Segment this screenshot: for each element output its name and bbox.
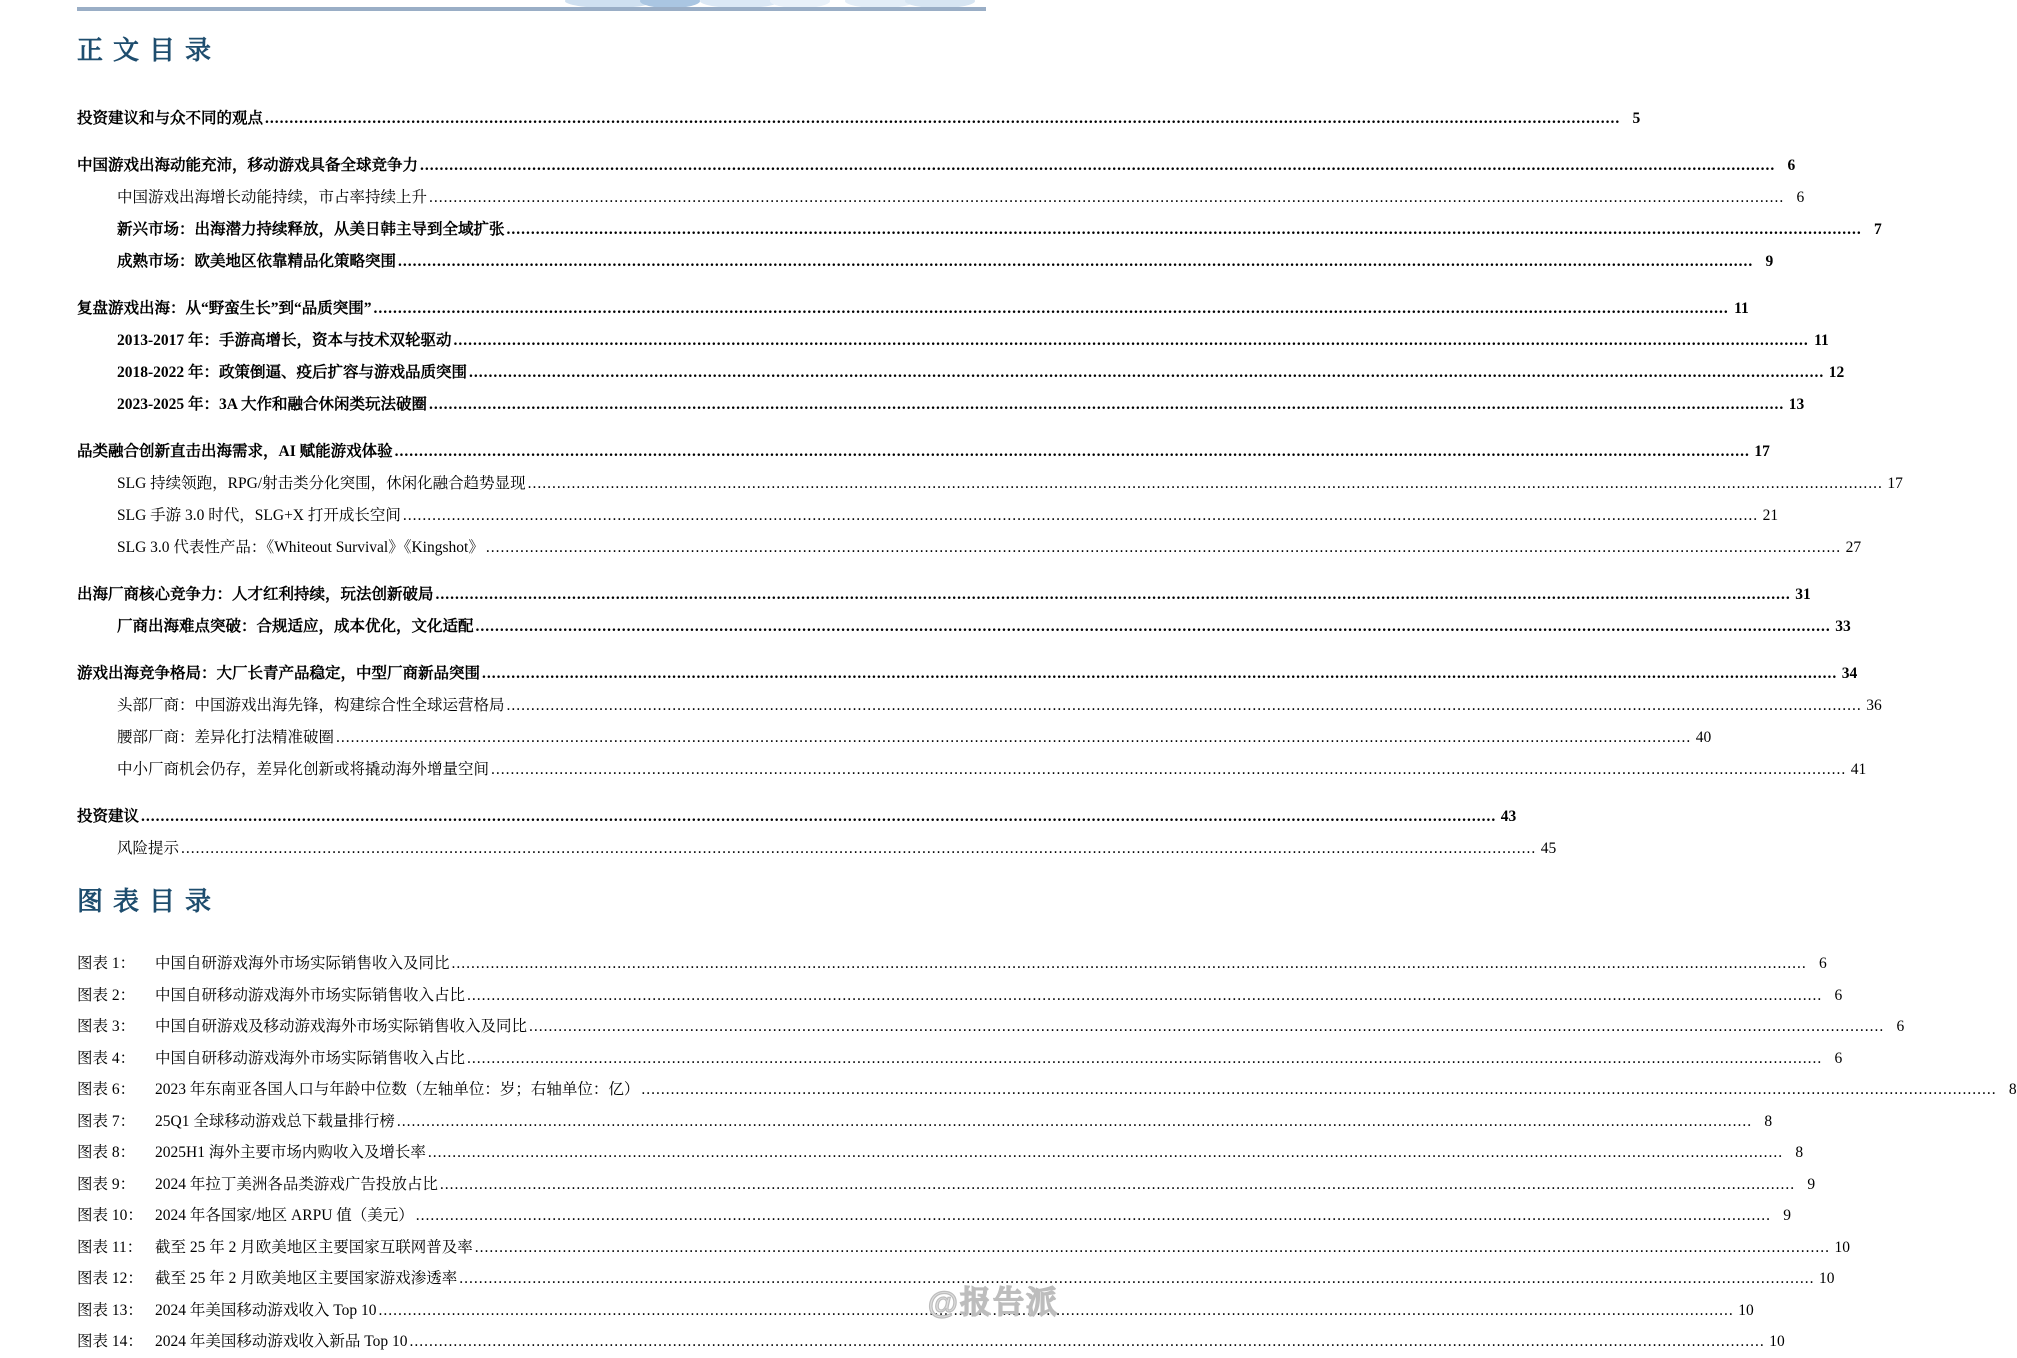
toc-page-number: 27 (1845, 539, 1862, 556)
dot-leader (507, 690, 1862, 722)
figure-page-number: 10 (1819, 1270, 1835, 1287)
figure-page-number: 8 (1795, 1144, 1804, 1161)
toc-entry[interactable] (77, 611, 1851, 643)
figure-page-number: 10 (1738, 1301, 1754, 1319)
figure-entry-text: 2024 年美国移动游戏收入 Top 10 (155, 1301, 377, 1319)
dot-leader (507, 214, 1862, 246)
toc-page-number: 40 (1695, 729, 1712, 746)
toc-entry-text: 2018-2022 年：政策倒逼、疫后扩容与游戏品质突围 (117, 364, 468, 381)
figure-page-number: 8 (2008, 1081, 2017, 1098)
toc-page-number: 12 (1828, 364, 1845, 381)
figure-entry[interactable] (77, 1200, 1792, 1232)
figure-page-number: 10 (1834, 1238, 1851, 1256)
dot-leader (428, 1137, 1783, 1169)
dot-leader (491, 754, 1846, 786)
figure-entry-text: 2024 年各国家/地区 ARPU 值（美元） (155, 1207, 414, 1224)
toc-entry[interactable] (77, 658, 1858, 690)
figure-label: 图表 10： (77, 1207, 143, 1224)
figure-label: 图表 6： (77, 1081, 136, 1098)
toc-entry-text: 腰部厂商：差异化打法精准破圈 (117, 729, 335, 746)
figure-page-number: 8 (1764, 1112, 1773, 1130)
toc-entry[interactable] (77, 182, 1805, 214)
toc-entry[interactable] (77, 690, 1882, 722)
toc-page-number: 41 (1850, 761, 1867, 778)
figure-label: 图表 13： (77, 1301, 143, 1319)
toc-page-number: 21 (1762, 507, 1779, 524)
figure-label: 图表 11： (77, 1238, 143, 1256)
dot-leader (482, 658, 1837, 690)
toc-page-number: 45 (1540, 840, 1557, 857)
figure-page-number: 9 (1783, 1207, 1792, 1224)
dot-leader (336, 722, 1691, 754)
toc-entry[interactable] (77, 579, 1811, 611)
figure-page-number: 6 (1819, 955, 1827, 972)
figure-page-number: 9 (1807, 1175, 1816, 1193)
toc-entry-text: SLG 手游 3.0 时代，SLG+X 打开成长空间 (117, 507, 401, 524)
figure-entry[interactable] (77, 1043, 1843, 1075)
toc-entry-text: 头部厂商：中国游戏出海先锋，构建综合性全球运营格局 (117, 697, 505, 714)
figure-label: 图表 8： (77, 1144, 136, 1161)
dot-leader (467, 980, 1822, 1012)
dot-leader (529, 1011, 1884, 1043)
toc-entry-text: 成熟市场：欧美地区依靠精品化策略突围 (117, 253, 397, 270)
toc-page-number: 34 (1841, 665, 1858, 682)
toc-entry-text: 中国游戏出海动能充沛，移动游戏具备全球竞争力 (77, 157, 419, 174)
dot-leader (452, 948, 1807, 980)
toc-entry-text: 中国游戏出海增长动能持续，市占率持续上升 (117, 189, 428, 206)
dot-leader (436, 579, 1791, 611)
figure-label: 图表 7： (77, 1112, 136, 1130)
figure-label: 图表 14： (77, 1333, 143, 1350)
toc-entry-text: 2013-2017 年：手游高增长，资本与技术双轮驱动 (117, 332, 452, 349)
dot-leader (416, 1200, 1771, 1232)
toc-entry-text: 投资建议和与众不同的观点 (77, 110, 264, 127)
dot-leader (429, 182, 1784, 214)
figure-label: 图表 9： (77, 1175, 136, 1193)
figure-entry-text: 2024 年拉丁美洲各品类游戏广告投放占比 (155, 1175, 438, 1193)
toc-entry[interactable] (77, 357, 1845, 389)
toc-entry[interactable] (77, 500, 1779, 532)
toc-entry[interactable] (77, 293, 1749, 325)
figure-entry-text: 中国自研游戏海外市场实际销售收入及同比 (155, 955, 450, 972)
figure-label: 图表 12： (77, 1270, 143, 1287)
toc-entry-text: 2023-2025 年：3A 大作和融合休闲类玩法破圈 (117, 396, 428, 413)
dot-leader (528, 468, 1883, 500)
figure-entry[interactable] (77, 1263, 1835, 1295)
dot-leader (429, 389, 1784, 421)
toc-entry-text: 新兴市场：出海潜力持续释放，从美日韩主导到全域扩张 (117, 221, 505, 238)
figure-entry-text: 25Q1 全球移动游戏总下载量排行榜 (155, 1112, 395, 1130)
toc-section-title: 正文目录 (77, 36, 222, 65)
figure-label: 图表 2： (77, 986, 136, 1004)
toc-entry[interactable] (77, 246, 1774, 278)
toc-entry[interactable] (77, 801, 1517, 833)
figure-entry[interactable] (77, 1169, 1816, 1201)
figure-label: 图表 1： (77, 955, 136, 972)
toc-page-number: 31 (1795, 586, 1811, 603)
toc-entry[interactable] (77, 103, 1641, 135)
toc-entry-text: 厂商出海难点突破：合规适应，成本优化，文化适配 (117, 618, 474, 635)
figure-entry-text: 中国自研游戏及移动游戏海外市场实际销售收入及同比 (155, 1018, 528, 1035)
dot-leader (395, 436, 1750, 468)
dot-leader (398, 246, 1753, 278)
dot-leader (454, 325, 1809, 357)
figure-entry-text: 截至 25 年 2 月欧美地区主要国家互联网普及率 (155, 1238, 473, 1256)
toc-page-number: 7 (1874, 221, 1882, 238)
toc-page-number: 36 (1866, 697, 1882, 714)
dot-leader (467, 1043, 1822, 1075)
toc-page-number: 17 (1754, 443, 1770, 460)
toc-entry[interactable] (77, 325, 1829, 357)
figure-entry-text: 中国自研移动游戏海外市场实际销售收入占比 (155, 1049, 466, 1067)
dot-leader (486, 532, 1841, 564)
toc-entry-text: SLG 3.0 代表性产品：《Whiteout Survival》《Kingshot》 (117, 539, 484, 556)
dot-leader (410, 1326, 1765, 1358)
toc-entry[interactable] (77, 436, 1770, 468)
dot-leader (141, 801, 1496, 833)
figure-entry[interactable] (77, 1074, 2017, 1106)
dot-leader (469, 357, 1824, 389)
toc-page-number: 9 (1765, 253, 1774, 270)
figure-entry-text: 截至 25 年 2 月欧美地区主要国家游戏渗透率 (155, 1270, 458, 1287)
toc-page-number: 11 (1814, 332, 1829, 349)
figure-page-number: 6 (1834, 1049, 1843, 1067)
toc-page-number: 5 (1632, 110, 1641, 127)
dot-leader (420, 150, 1775, 182)
toc-page-number: 17 (1887, 475, 1903, 492)
toc-entry-text: SLG 持续领跑，RPG/射击类分化突围，休闲化融合趋势显现 (117, 475, 526, 492)
dot-leader (475, 1232, 1830, 1264)
figure-label: 图表 3： (77, 1018, 136, 1035)
toc-entry-text: 出海厂商核心竞争力：人才红利持续，玩法创新破局 (77, 586, 434, 603)
dot-leader (181, 833, 1536, 865)
toc-entry-text: 风险提示 (117, 840, 180, 857)
toc-entry[interactable] (77, 389, 1805, 421)
toc-page-number: 6 (1796, 189, 1805, 206)
figure-entry[interactable] (77, 1106, 1773, 1138)
figure-entry[interactable] (77, 1011, 1905, 1043)
toc-entry-text: 投资建议 (77, 808, 140, 825)
figure-page-number: 6 (1896, 1018, 1905, 1035)
figures-section-title: 图表目录 (77, 887, 222, 916)
figure-entry[interactable] (77, 1137, 1804, 1169)
toc-entry[interactable] (77, 214, 1882, 246)
toc-entry[interactable] (77, 833, 1557, 865)
toc-page-number: 43 (1500, 808, 1517, 825)
figure-entry-text: 中国自研移动游戏海外市场实际销售收入占比 (155, 986, 466, 1004)
dot-leader (397, 1106, 1752, 1138)
figure-entry[interactable] (77, 948, 1827, 980)
figure-label: 图表 4： (77, 1049, 136, 1067)
figure-entry[interactable] (77, 980, 1843, 1012)
dot-leader (265, 103, 1620, 135)
figure-entry-text: 2025H1 海外主要市场内购收入及增长率 (155, 1144, 426, 1161)
figure-entry[interactable] (77, 1232, 1851, 1264)
toc-entry-text: 复盘游戏出海：从“野蛮生长”到“品质突围” (77, 300, 372, 317)
dot-leader (459, 1263, 1814, 1295)
dot-leader (440, 1169, 1795, 1201)
dot-leader (374, 293, 1729, 325)
toc-entry[interactable] (77, 722, 1712, 754)
figure-entry[interactable] (77, 1326, 1785, 1358)
figure-page-number: 10 (1769, 1333, 1785, 1350)
dot-leader (403, 500, 1758, 532)
figure-entry-text: 2024 年美国移动游戏收入新品 Top 10 (155, 1333, 408, 1350)
toc-entry-text: 中小厂商机会仍存，差异化创新或将撬动海外增量空间 (117, 761, 490, 778)
toc-page-number: 13 (1788, 396, 1805, 413)
figure-entry-text: 2023 年东南亚各国人口与年龄中位数（左轴单位：岁；右轴单位：亿） (155, 1081, 640, 1098)
toc-page-number: 11 (1734, 300, 1749, 317)
figure-page-number: 6 (1834, 986, 1843, 1004)
toc-entry-text: 游戏出海竞争格局：大厂长青产品稳定，中型厂商新品突围 (77, 665, 481, 682)
toc-entry[interactable] (77, 150, 1796, 182)
toc-page-number: 6 (1787, 157, 1796, 174)
toc-entry[interactable] (77, 754, 1867, 786)
toc-entry-text: 品类融合创新直击出海需求，AI 赋能游戏体验 (77, 443, 393, 460)
site-watermark: @报告派 (927, 1285, 1059, 1320)
dot-leader (476, 611, 1831, 643)
toc-entry[interactable] (77, 468, 1903, 500)
toc-entry[interactable] (77, 532, 1862, 564)
toc-page-number: 33 (1835, 618, 1851, 635)
dot-leader (641, 1074, 1996, 1106)
